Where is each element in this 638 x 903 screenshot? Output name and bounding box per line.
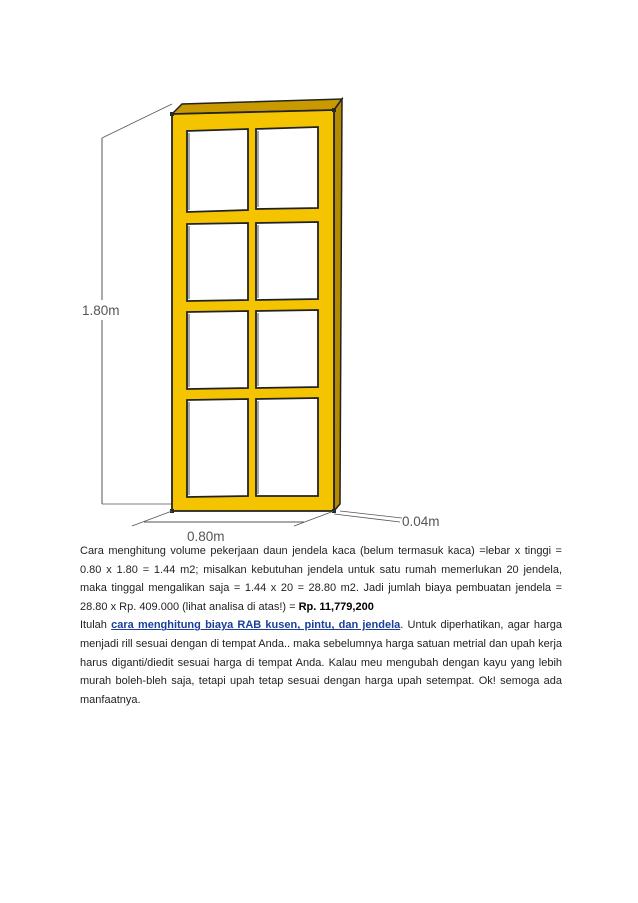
calculation-text: Cara menghitung volume pekerjaan daun jendela kaca (belum termasuk kaca) =lebar x tinggi = 0.80 x 1.80 = 1.44 m2; misalkan kebutuhan jendela untuk satu rumah memerlukan 20 jendela, maka tinggal mengalikan saja = 1.44 x 20 = 28.80 m2. Jadi jumlah biaya pembuatan jendela = 28.80 x Rp. 409.000 (lihat analisa di atas!) = <box>80 545 562 613</box>
window-frame-diagram <box>72 86 472 546</box>
width-label: 0.80m <box>187 529 225 544</box>
total-cost: Rp. 11,779,200 <box>298 600 374 613</box>
body-text <box>80 542 562 709</box>
frame-right-face <box>334 99 342 511</box>
conclusion-intro: Itulah <box>80 619 112 632</box>
paragraph-calculation <box>80 542 562 616</box>
conclusion-text: . Untuk diperhatikan, agar harga menjadi rill sesuai dengan di tempat Anda.. maka sebelumnya harga satuan metrial dan upah kerja harus diganti/diedit sesuai harga di tempat Anda. Kalau meu mengubah dengan kayu yang lebih murah boleh-bleh saja, tetapi upah tetap sesuai dengan harga upah setempat. Ok! semoga ada manfaatnya. <box>80 619 562 706</box>
depth-label: 0.04m <box>402 514 440 529</box>
paragraph-conclusion <box>80 616 562 709</box>
window-frame <box>170 108 336 513</box>
rab-article-link[interactable]: cara menghitung biaya RAB kusen, pintu, dan jendela <box>111 619 401 632</box>
height-label: 1.80m <box>82 303 120 318</box>
depth-dimension <box>334 511 402 522</box>
width-dimension <box>132 511 334 526</box>
